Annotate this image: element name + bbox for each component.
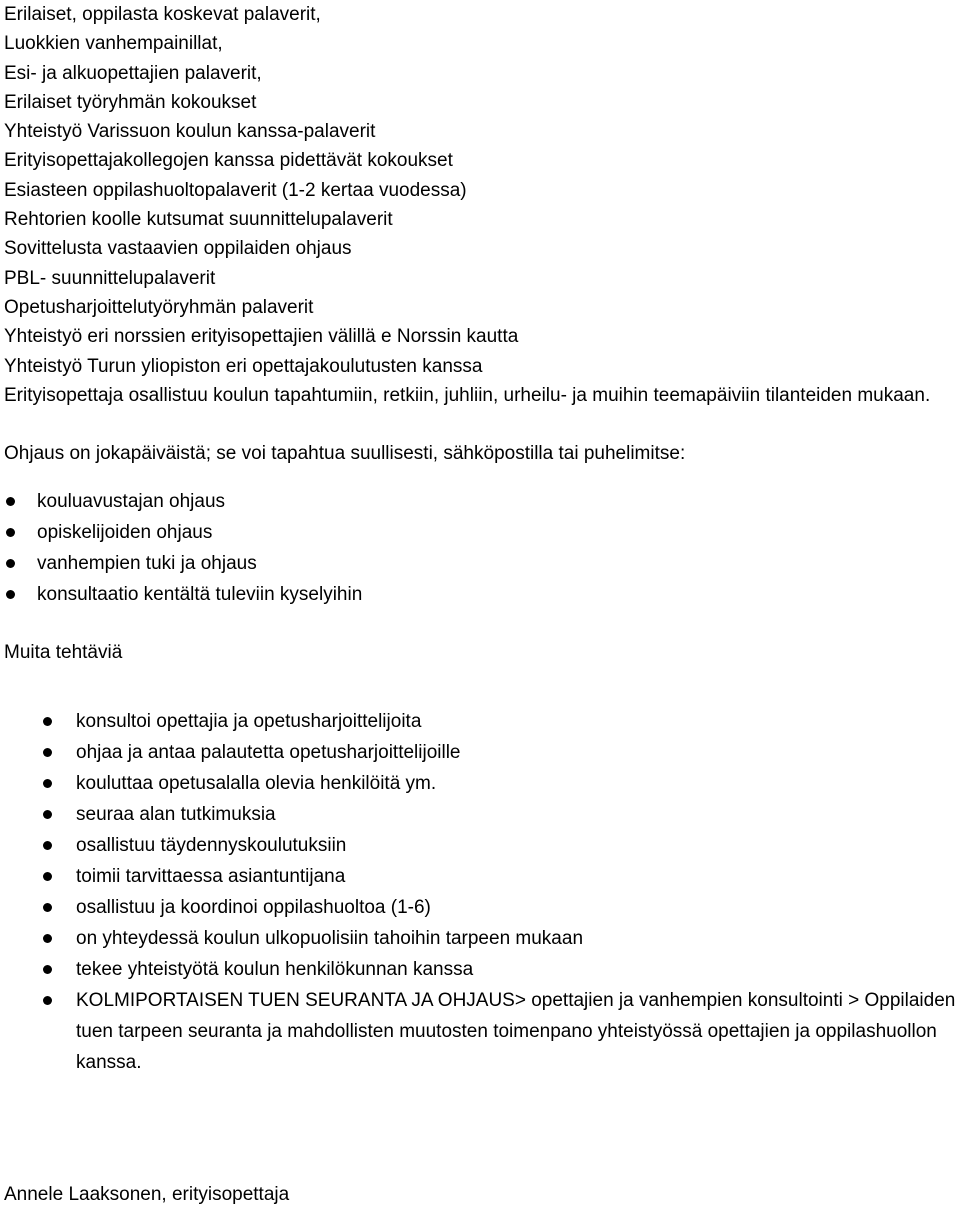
guidance-list — [4, 486, 956, 610]
bullet-icon — [43, 748, 52, 757]
list-item-text: osallistuu täydennyskoulutuksiin — [76, 834, 347, 856]
bullet-icon — [6, 590, 15, 599]
text-line: Erilaiset työryhmän kokoukset — [4, 91, 257, 113]
list-item-text: konsultoi opettajia ja opetusharjoittelijoita — [76, 710, 422, 732]
list-item — [4, 517, 956, 548]
list-item-text: osallistuu ja koordinoi oppilashuoltoa (1-6) — [76, 896, 431, 918]
list-item-text: seuraa alan tutkimuksia — [76, 803, 276, 825]
list-item — [4, 830, 956, 861]
list-item-text: kouluavustajan ohjaus — [37, 491, 226, 513]
bullet-icon — [43, 996, 52, 1005]
list-item-text: tekee yhteistyötä koulun henkilökunnan kanssa — [76, 958, 474, 980]
list-item — [4, 799, 956, 830]
list-item — [4, 892, 956, 923]
text-line: Opetusharjoittelutyöryhmän palaverit — [4, 296, 314, 318]
list-item — [4, 548, 956, 579]
list-item-text: on yhteydessä koulun ulkopuolisiin tahoihin tarpeen mukaan — [76, 927, 584, 949]
list-item-text: opiskelijoiden ohjaus — [37, 522, 213, 544]
guidance-intro: Ohjaus on jokapäiväistä; se voi tapahtua suullisesti, sähköpostilla tai puhelimitse: — [4, 443, 686, 465]
text-line: Yhteistyö eri norssien erityisopettajien välillä e Norssin kautta — [4, 326, 519, 348]
bullet-icon — [43, 810, 52, 819]
bullet-icon — [6, 528, 15, 537]
text-line: Yhteistyö Varissuon koulun kanssa-palaverit — [4, 121, 376, 143]
text-line: Yhteistyö Turun yliopiston eri opettajakoulutusten kanssa — [4, 355, 483, 377]
list-item-text: konsultaatio kentältä tuleviin kyselyihin — [37, 584, 363, 606]
list-item — [4, 954, 956, 985]
list-item-text: vanhempien tuki ja ohjaus — [37, 553, 257, 575]
other-tasks-heading: Muita tehtäviä — [4, 642, 123, 664]
text-line: Erityisopettaja osallistuu koulun tapahtumiin, retkiin, juhliin, urheilu- ja muihin teemapäiviin tilanteiden mukaan. — [4, 384, 931, 406]
list-item-text: kouluttaa opetusalalla olevia henkilöitä ym. — [76, 772, 437, 794]
text-line: PBL- suunnittelupalaverit — [4, 267, 216, 289]
list-item — [4, 737, 956, 768]
bullet-icon — [43, 717, 52, 726]
bullet-icon — [6, 497, 15, 506]
list-item-text: ohjaa ja antaa palautetta opetusharjoittelijoille — [76, 741, 461, 763]
list-item-text: toimii tarvittaessa asiantuntijana — [76, 865, 346, 887]
bullet-icon — [43, 841, 52, 850]
bullet-icon — [43, 903, 52, 912]
bullet-icon — [43, 965, 52, 974]
list-item — [4, 861, 956, 892]
bullet-icon — [43, 779, 52, 788]
text-line: Erityisopettajakollegojen kanssa pidettävät kokoukset — [4, 150, 453, 172]
text-line: Luokkien vanhempainillat, — [4, 33, 223, 55]
other-tasks-list — [4, 706, 956, 1078]
bullet-icon — [6, 559, 15, 568]
list-item — [4, 985, 956, 1078]
document-page — [4, 0, 956, 1078]
text-line: Rehtorien koolle kutsumat suunnittelupalaverit — [4, 209, 393, 231]
list-item — [4, 706, 956, 737]
text-line: Erilaiset, oppilasta koskevat palaverit, — [4, 4, 321, 25]
text-line: Esi- ja alkuopettajien palaverit, — [4, 62, 262, 84]
list-item-text: KOLMIPORTAISEN TUEN SEURANTA JA OHJAUS> opettajien ja vanhempien konsultointi > Oppilaiden tuen tarpeen seuranta ja mahdollisten muutosten toimenpano yhteistyössä opettajien ja oppilashuollon kanssa. — [76, 989, 956, 1073]
list-item — [4, 579, 956, 610]
bullet-icon — [43, 934, 52, 943]
list-item — [4, 486, 956, 517]
text-line: Sovittelusta vastaavien oppilaiden ohjaus — [4, 238, 352, 260]
text-line: Esiasteen oppilashuoltopalaverit (1-2 kertaa vuodessa) — [4, 179, 467, 201]
list-item — [4, 923, 956, 954]
list-item — [4, 768, 956, 799]
meeting-list — [4, 0, 956, 410]
signature: Annele Laaksonen, erityisopettaja — [4, 1184, 290, 1205]
bullet-icon — [43, 872, 52, 881]
